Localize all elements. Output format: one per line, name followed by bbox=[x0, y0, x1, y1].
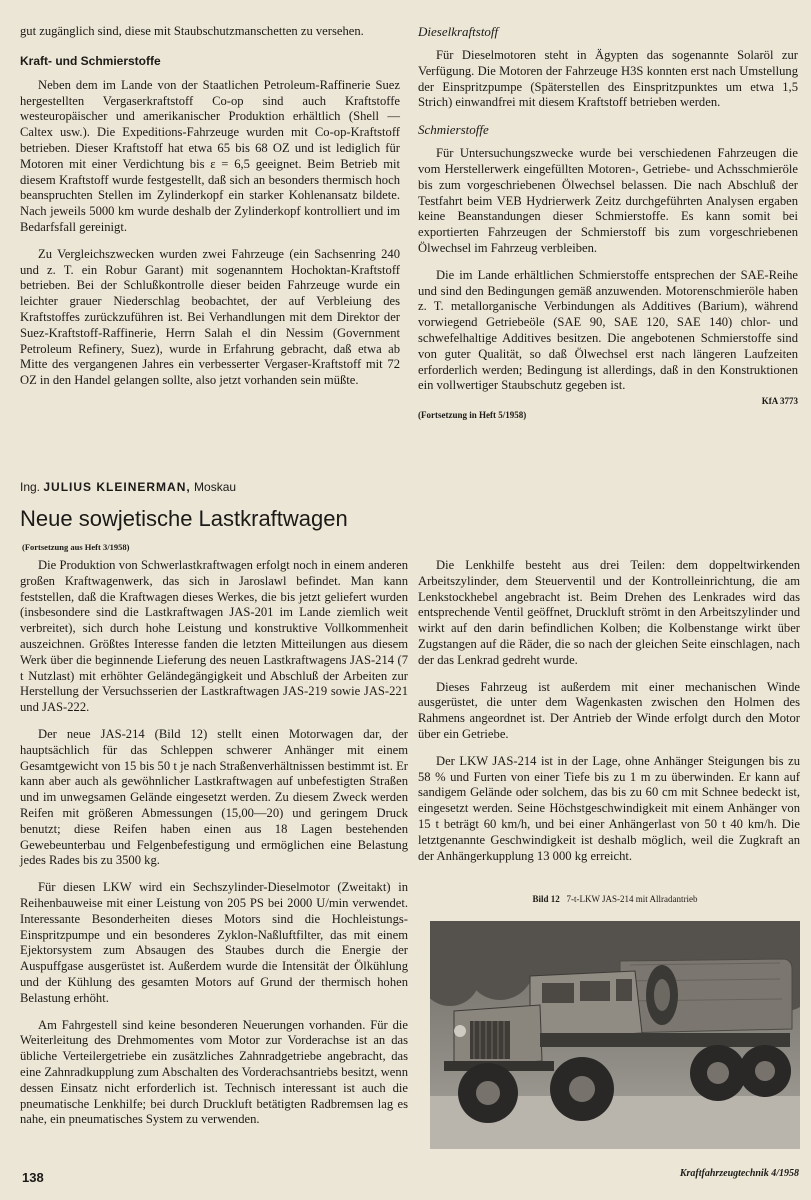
paragraph: Am Fahrgestell sind keine besonderen Neuerungen vorhanden. Für die Weiterleitung des Drehmomentes vom Motor zur Vorderachse ist an das übliche Verteilergetriebe ein zusätzliches Zahnradgetriebe angebracht, das eine Zahnradkupplung zum Abschalten des Vorderachsantriebs besitzt, wenn dessen Einsatz nicht erforderlich ist. Technisch interessant ist auch die pneumatische Lenkhilfe; bei durch Druckluft betätigten Radbremsen lag es nahe, ein pneumatisches System zu verwenden. bbox=[20, 1017, 408, 1127]
caption-text: 7-t-LKW JAS-214 mit Allradantrieb bbox=[566, 894, 698, 904]
author-prefix: Ing. bbox=[20, 480, 41, 494]
paragraph: Die Lenkhilfe besteht aus drei Teilen: dem doppeltwirkenden Arbeitszylinder, dem Steuerventil und der Kontrolleinrichtung, die am Lenkstockhebel angebracht ist. Beim Drehen des Lenkrades wird das entsprechende Ventil geöffnet, Druckluft strömt in den Arbeitszylinder und wirkt auf den darin befindlichen Kolben; die Kolbenstange wirkt über Zugstangen auf die Räder, die so nach der gleichen Seite einschlagen, nach der das Lenkrad gedreht wurde. bbox=[418, 558, 800, 667]
paragraph: Für Dieselmotoren steht in Ägypten das sogenannte Solaröl zur Verfügung. Die Motoren der Fahrzeuge H3S konnten erst nach Umstellung der Einspritzpumpe (Späterstellen des Einspritzpunktes um etwa 1,5 Strich) einwandfrei mit diesem Kraftstoff betrieben werden. bbox=[418, 48, 798, 110]
reference-row bbox=[418, 394, 798, 410]
paragraph: Die im Lande erhältlichen Schmierstoffe entsprechen der SAE-Reihe und sind den Bedingungen gemäß anzuwenden. Motorenschmieröle haben z. T. metallorganische Verbindungen als Additives (Barium), während vorwiegend Getriebeöle (SAE 90, SAE 120, SAE 140) chlor- und schwefelhaltige Additives besitzen. Die angebotenen Schmierstoffe sind von guter Qualität, so daß Ölwechsel erst nach längeren Laufzeiten erforderlich werden; Bedingung ist allerdings, daß in den Konstruktionen ein vollwertiger Staubschutz gegeben ist. bbox=[418, 267, 798, 393]
section-heading-kraftstoffe: Kraft- und Schmierstoffe bbox=[20, 53, 161, 68]
article-right-column bbox=[418, 558, 800, 875]
page-number: 138 bbox=[22, 1170, 44, 1185]
caption-label: Bild 12 bbox=[532, 894, 560, 904]
author-city: Moskau bbox=[194, 480, 237, 494]
top-left-column bbox=[20, 24, 400, 400]
paragraph: Neben dem im Lande von der Staatlichen Petroleum-Raffinerie Suez hergestellten Vergaserkraftstoff Co-op sind auch Kraftstoffe westeuropäischer und amerikanischer Produktion erhältlich (Shell — Caltex usw.). Die Expeditions-Fahrzeuge wurden mit Co-op-Kraftstoff betrieben. Dieser Kraftstoff hat etwa 65 bis 68 OZ und ist lediglich für Motoren mit einer Verdichtung bis ε = 6,5 geeignet. Beim Betrieb mit diesem Kraftstoff wurde festgestellt, daß sich an besonders thermisch hoch beanspruchten Stellen im Zylinderkopf ein starker Kohlenansatz bildete. Nach jeweils 5000 km wurde deshalb der Zylinderkopf kontrolliert und im Bedarfsfall gereinigt. bbox=[20, 77, 400, 234]
paragraph: Die Produktion von Schwerlastkraftwagen erfolgt noch in einem anderen großen Kraftwagenwerk, das sich in Jaroslawl befindet. Man kann feststellen, daß die Kraftwagen dieses Werkes, die bis jetzt geliefert wurden (insbesondere sind die Lastkraftwagen JAS-201 im Lande ziemlich weit verbreitet), sich durch hohe Leistung und konstruktive Vollkommenheit auszeichnen. Größtes Interesse fanden die letzten Mitteilungen aus diesem Werk über die beginnende Lieferung des neuen Lastkraftwagens JAS-214 (7 t Nutzlast) mit erhöhter Geländegängigkeit und Abschluß der Arbeiten zur Herstellung der Versuchsserien der Lastkraftwagen JAS-219 sowie JAS-221 und JAS-222. bbox=[20, 558, 408, 715]
author-line bbox=[20, 480, 236, 494]
continuation-note: (Fortsetzung in Heft 5/1958) bbox=[418, 409, 527, 420]
paragraph: Dieses Fahrzeug ist außerdem mit einer mechanischen Winde ausgerüstet, die unter dem Wagenkasten zwischen den Holmen des Rahmens angeordnet ist. Der Antrieb der Winde erfolgt durch den Motor über ein Getriebe. bbox=[418, 679, 800, 741]
paragraph: Für Untersuchungszwecke wurde bei verschiedenen Fahrzeugen die vom Herstellerwerk eingefüllten Motoren-, Getriebe- und Achsschmieröle bis zum vorgeschriebenen Ölwechsel belassen. Die nach Abschluß der Testfahrt beim VEB Hydrierwerk Zeitz durchgeführten Analysen ergaben keine Beanstandungen dieser Schmierstoffe. Es kann somit bei exportierten Fahrzeugen der Schmierstoff bis zum vorgeschriebenen Ölwechsel im Fahrzeug verbleiben. bbox=[418, 146, 798, 255]
paragraph: Für diesen LKW wird ein Sechszylinder-Dieselmotor (Zweitakt) in Reihenbauweise mit einer Leistung von 205 PS bei 2000 U/min verwendet. Interessante Besonderheiten dieses Motors sind die Hochleistungs-Einspritzpumpe und ein besonderes Zyklon-Naßluftfilter, das mit einem Ejektorsystem zum Absaugen des Staubes durch die Energie der Auspuffgase ausgerüstet ist. Außerdem wurde die Intensität der Ölkühlung und der Kühlung des gesamten Motors auf Grund der thermisch hohen Belastung erhöht. bbox=[20, 880, 408, 1005]
top-right-column bbox=[418, 24, 798, 421]
figure-caption bbox=[430, 894, 800, 904]
article-left-column bbox=[20, 558, 408, 1139]
paragraph: Der LKW JAS-214 ist in der Lage, ohne Anhänger Steigungen bis zu 58 % und Furten von einer Tiefe bis zu 1 m zu überwinden. Er kann auf sandigem Gelände oder solchem, das bis zu 60 cm mit Schnee bedeckt ist, eingesetzt werden. Seine Höchstgeschwindigkeit mit einem Anhänger von 15 t beträgt 60 km/h, und bei einer Anhängerlast von 50 t 40 km/h. Die letztgenannte Geschwindigkeit ist deshalb möglich, weil die Zugkraft an der Anhängerkupplung 13 000 kg erreicht. bbox=[418, 753, 800, 863]
reference-code: KfA 3773 bbox=[761, 396, 798, 407]
article-continuation-note: (Fortsetzung aus Heft 3/1958) bbox=[22, 542, 130, 552]
section-heading-schmierstoffe: Schmierstoffe bbox=[418, 122, 489, 138]
article-title: Neue sowjetische Lastkraftwagen bbox=[20, 506, 348, 531]
journal-footer: Kraftfahrzeugtechnik 4/1958 bbox=[679, 1168, 799, 1179]
truck-illustration bbox=[430, 921, 800, 1149]
paragraph: Der neue JAS-214 (Bild 12) stellt einen Motorwagen dar, der hauptsächlich für das Schleppen schwerer Anhänger mit einem Gesamtgewicht von 15 bis 50 t je nach Straßenverhältnissen bestimmt ist. Er kann aber auch als gewöhnlicher Lastkraftwagen auf unbefestigten Straßen und im unwegsamen Gelände eingesetzt werden. Zu diesem Zweck werden Reifen mit größeren Abmessungen (15,00—20) und geringem Druck benutzt; diese Reifen haben einen aus 18 Lagen bestehenden Gewebeunterbau und Felgenbefestigung und ermöglichen eine Belastung jedes Rades bis zu 3500 kg. bbox=[20, 726, 408, 868]
intro-paragraph: gut zugänglich sind, diese mit Staubschutzmanschetten zu versehen. bbox=[20, 24, 364, 38]
section-heading-diesel: Dieselkraftstoff bbox=[418, 24, 499, 39]
truck-photo bbox=[430, 921, 800, 1149]
author-name: JULIUS KLEINERMAN, bbox=[43, 480, 191, 494]
paragraph: Zu Vergleichszwecken wurden zwei Fahrzeuge (ein Sachsenring 240 und z. T. ein Robur Garant) mit sogenanntem Hochoktan-Kraftstoff betrieben. Bei der Schlußkontrolle dieser beiden Fahrzeuge wurde ein leichter grauer Niederschlag beobachtet, der auf Verbleiung des Kraftstoffes zurückzuführen ist. Bei Verhandlungen mit dem Direktor der Suez-Kraftstoff-Raffinerie, Herrn Salah el din Nessim (Government Petroleum Refinery, Suez), wurde in Erfahrung gebracht, daß etwa ab Mitte des vergangenen Jahres ein verbesserter Vergaser-Kraftstoff mit 72 OZ in den Handel gelangen sollte, also jetzt vorhanden sein müßte. bbox=[20, 246, 400, 388]
